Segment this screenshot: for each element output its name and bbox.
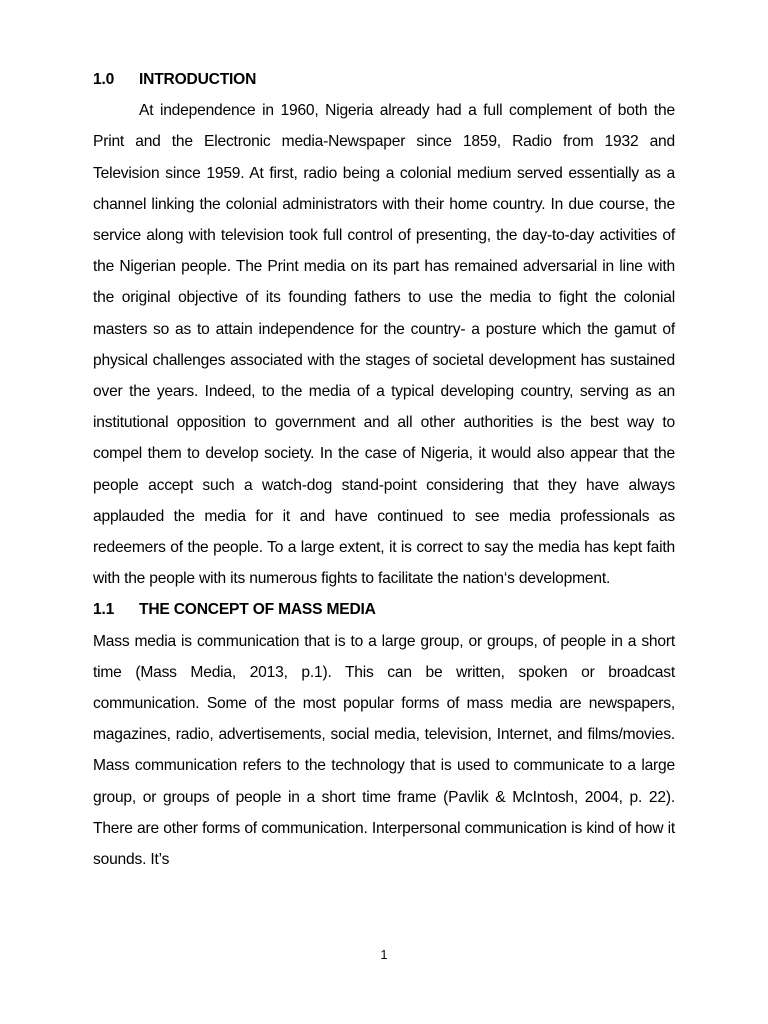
page-number: 1 [380, 948, 388, 962]
section-number: 1.1 [93, 601, 115, 619]
section-heading-mass-media [93, 594, 675, 625]
section-title: INTRODUCTION [139, 71, 257, 88]
section-title: THE CONCEPT OF MASS MEDIA [139, 601, 376, 619]
document-page [93, 64, 675, 875]
mass-media-paragraph: Mass media is communication that is to a large group, or groups, of people in a short time (Mass Media, 2013, p.1). This can be written, spoken or broadcast communication. Some of the most popular forms of mass media are newspapers, magazines, radio, advertisements, social media, television, Internet, and films/movies. Mass communication refers to the technology that is used to communicate to a large group, or groups of people in a short time frame (Pavlik & McIntosh, 2004, p. 22). There are other forms of communication. Interpersonal communication is kind of how it sounds. It’s [93, 632, 675, 869]
introduction-paragraph: At independence in 1960, Nigeria already had a full complement of both the Print and the Electronic media-Newspaper since 1859, Radio from 1932 and Television since 1959. At first, radio being a colonial medium served essentially as a channel linking the colonial administrators with their home country. In due course, the service along with television took full control of presenting, the day-to-day activities of the Nigerian people. The Print media on its part has remained adversarial in line with the original objective of its founding fathers to use the media to fight the colonial masters so as to attain independence for the country- a posture which the gamut of physical challenges associated with the stages of societal development has sustained over the years. Indeed, to the media of a typical developing country, serving as an institutional opposition to government and all other authorities is the best way to compel them to develop society. In the case of Nigeria, it would also appear that the people accept such a watch-dog stand-point considering that they have always applauded the media for it and have continued to see media professionals as redeemers of the people. To a large extent, it is correct to say the media has kept faith with the people with its numerous fights to facilitate the nation‘s development. [93, 102, 675, 588]
section-number: 1.0 [93, 71, 115, 88]
section-heading-introduction [93, 64, 675, 95]
